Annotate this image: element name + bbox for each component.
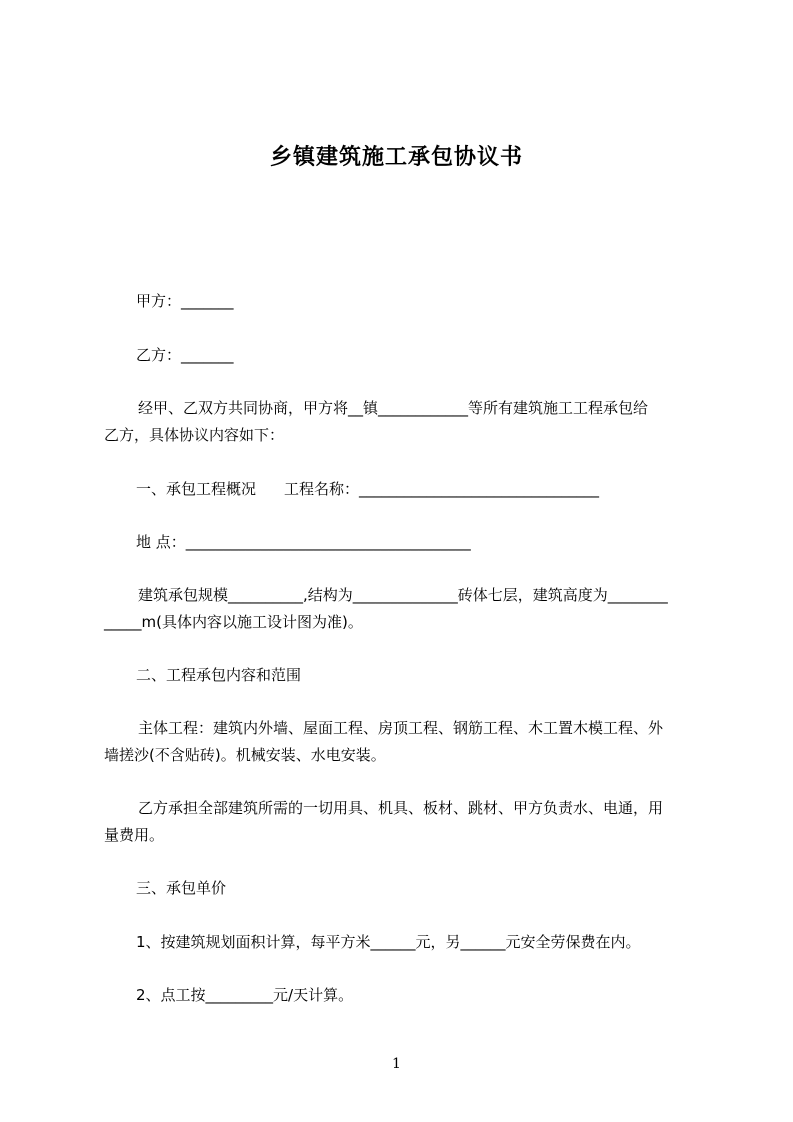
scale-paragraph-cont <box>104 612 700 632</box>
intro-line-1: 经甲、乙双方共同协商，甲方将__镇____________等所有建筑施工工程承包给 <box>138 399 649 417</box>
intro-paragraph-cont <box>104 425 700 445</box>
party-b-line: 乙方：_______ <box>136 346 234 364</box>
scale-line-1: 建筑承包规模__________,结构为______________砖体七层，建筑高度为________ <box>138 586 668 604</box>
scale-paragraph <box>104 585 700 605</box>
scale-line-2: _____m(具体内容以施工设计图为准)。 <box>104 613 363 631</box>
main-work-paragraph-cont <box>104 745 700 765</box>
section-2-heading: 二、工程承包内容和范围 <box>136 666 302 684</box>
section-1-heading: 一、承包工程概况 <box>136 480 257 498</box>
document-title: 乡镇建筑施工承包协议书 <box>269 145 523 170</box>
main-work-paragraph <box>104 718 700 738</box>
party-b-paragraph-cont <box>104 825 700 845</box>
section-3-heading: 三、承包单价 <box>136 879 227 897</box>
intro-paragraph <box>104 398 700 418</box>
party-b-line-2: 量费用。 <box>104 826 165 844</box>
project-name-field: 工程名称：________________________________ <box>284 480 600 498</box>
main-work-line-1: 主体工程：建筑内外墙、屋面工程、房顶工程、钢筋工程、木工置木模工程、外 <box>138 719 664 737</box>
party-a-line: 甲方：_______ <box>136 292 234 310</box>
section-1-row <box>136 479 599 499</box>
location-field: 地 点：______________________________________ <box>136 533 471 551</box>
page-number: 1 <box>392 1056 401 1072</box>
price-item-1: 1、按建筑规划面积计算，每平方米______元，另______元安全劳保费在内。 <box>136 933 641 951</box>
main-work-line-2: 墙搓沙(不含贴砖)。机械安装、水电安装。 <box>104 746 386 764</box>
party-b-line-1: 乙方承担全部建筑所需的一切用具、机具、板材、跳材、甲方负责水、电通，用 <box>138 799 664 817</box>
price-item-2: 2、点工按_________元/天计算。 <box>136 986 354 1004</box>
intro-line-2: 乙方，具体协议内容如下： <box>104 426 285 444</box>
party-b-paragraph <box>104 798 700 818</box>
